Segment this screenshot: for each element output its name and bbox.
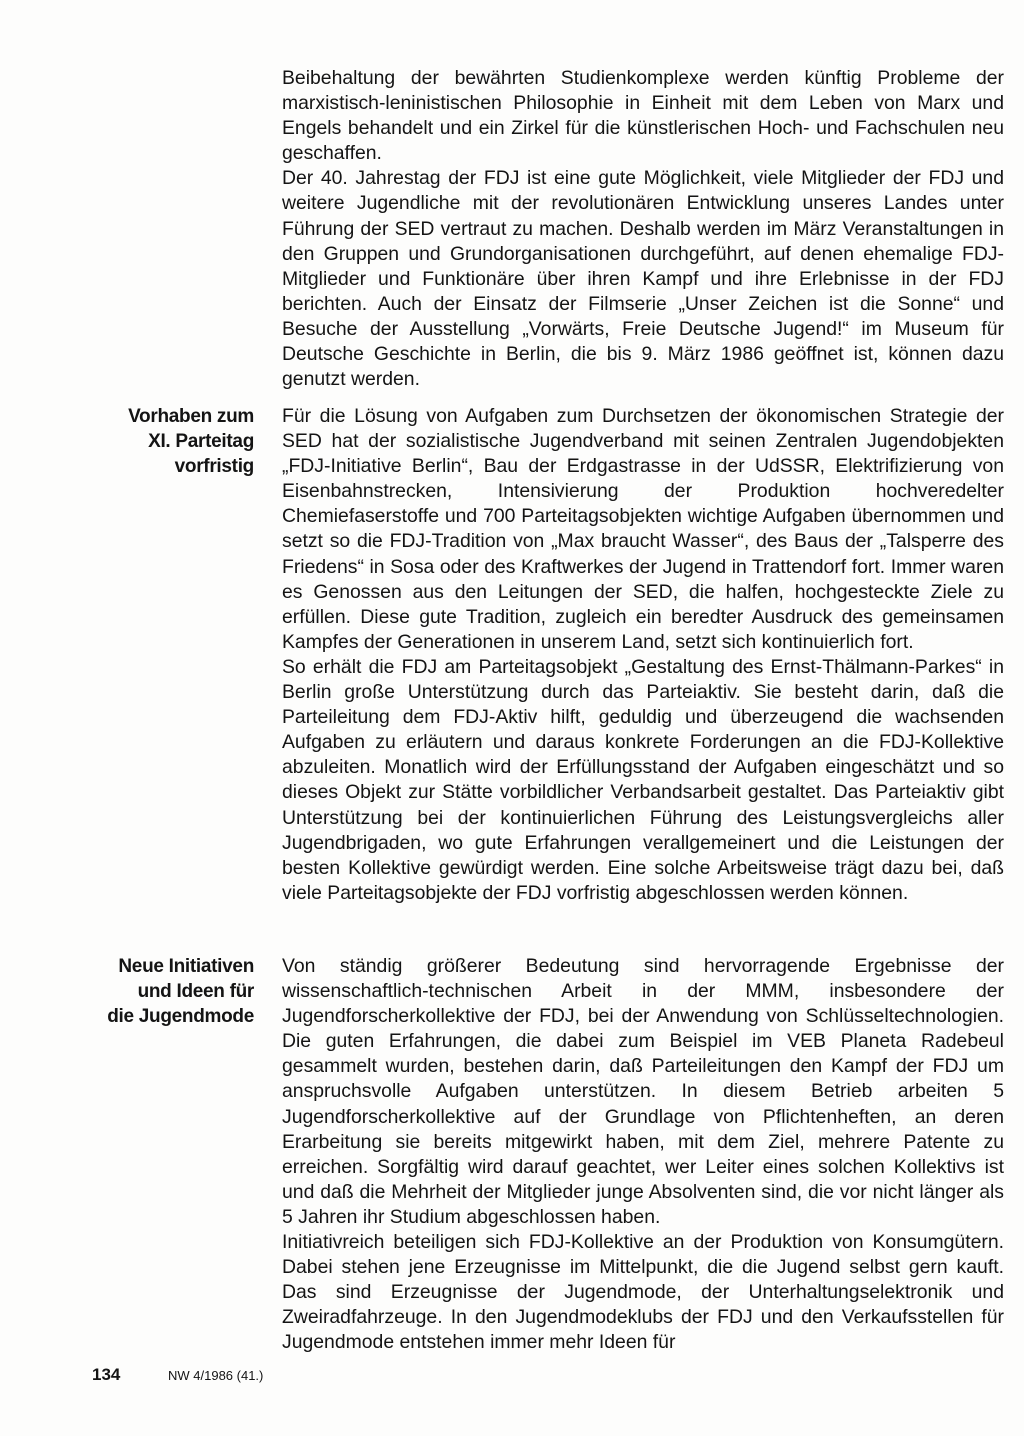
page-number: 134 [92, 1365, 121, 1384]
paragraph-jahrestag-fdj: Der 40. Jahrestag der FDJ ist eine gute Möglichkeit, viele Mitglieder der FDJ und weitere Jugendliche mit der revolutionären Entwicklung unseres Landes unter Führung der SED vertraut zu machen. Deshalb werden im März Veranstaltungen in den Gruppen und Grundorganisationen durchgeführt, auf denen ehemalige FDJ-Mitglieder und Funktionäre über ihren Kampf und ihre Erlebnisse in der FDJ berichten. Auch der Einsatz der Filmserie „Unser Zeichen ist die Sonne“ und Besuche der Ausstellung „Vorwärts, Freie Deutsche Jugend!“ im Museum für Deutsche Geschichte in Berlin, die bis 9. März 1986 geöffnet ist, können dazu genutzt werden. [282, 167, 1004, 391]
text-block-intro [282, 66, 1004, 392]
paragraph-thaelmann-park: So erhält die FDJ am Parteitagsobjekt „Gestaltung des Ernst-Thälmann-Parkes“ in Berlin große Unterstützung durch das Parteiaktiv. Sie besteht darin, daß die Parteileitung dem FDJ-Aktiv hilft, geduldig und überzeugend die wachsenden Aufgaben zu erläutern und daraus konkrete Forderungen an die FDJ-Kollektive abzuleiten. Monatlich wird der Erfüllungsstand der Aufgaben eingeschätzt und so dieses Objekt zur Stätte vorbildlicher Verbandsarbeit gestaltet. Das Parteiaktiv gibt Unterstützung bei der kontinuierlichen Führung des Leistungsvergleichs aller Jugendbrigaden, wo gute Erfahrungen verallgemeinert und die Leistungen der besten Kollektive gewürdigt werden. Eine solche Arbeitsweise trägt dazu bei, daß viele Parteitagsobjekte der FDJ vorfristig abgeschlossen werden können. [282, 655, 1004, 904]
margin-heading-line: XI. Parteitag [148, 431, 254, 452]
margin-heading-line: die Jugendmode [107, 1006, 254, 1027]
margin-heading-line: und Ideen für [137, 981, 254, 1002]
paragraph-konsumgueter: Initiativreich beteiligen sich FDJ-Kollektive an der Produktion von Konsumgütern. Dabei stehen jene Erzeugnisse im Mittelpunkt, die die Jugend selbst gern kauft. Das sind Erzeugnisse der Jugendmode, der Unterhaltungselektronik und Zweiradfahrzeuge. In den Jugendmodeklubs der FDJ und den Verkaufsstellen für Jugendmode entstehen immer mehr Ideen für [282, 1231, 1004, 1354]
text-block-jugendmode [282, 954, 1004, 1356]
margin-heading-jugendmode [107, 954, 254, 1029]
margin-heading-line: Neue Initiativen [118, 956, 254, 977]
paragraph-studienkomplexe: Beibehaltung der bewährten Studienkomplexe werden künftig Probleme der marxistisch-leninistischen Philosophie in Einheit mit dem Leben von Marx und Engels behandelt und ein Zirkel für die künstlerischen Hoch- und Fachschulen neu geschaffen. [282, 67, 1004, 165]
text-block-parteitag [282, 404, 1004, 906]
margin-heading-line: Vorhaben zum [128, 406, 254, 427]
margin-heading-line: vorfristig [174, 456, 254, 477]
paragraph-mmm: Von ständig größerer Bedeutung sind hervorragende Ergebnisse der wissenschaftlich-technischen Arbeit in der MMM, insbesondere der Jugendforscherkollektive der FDJ, bei der Anwendung von Schlüsseltechnologien. Die guten Erfahrungen, die dabei zum Beispiel im VEB Planeta Radebeul gesammelt wurden, bestehen darin, daß Parteileitungen den Kampf der FDJ um anspruchsvolle Aufgaben unterstützen. In diesem Betrieb arbeiten 5 Jugendforscherkollektive auf der Grundlage von Pflichtenheften, an deren Erarbeitung sie bereits mitgewirkt haben, mit dem Ziel, mehrere Patente zu erreichen. Sorgfältig wird darauf geachtet, wer Leiter eines solchen Kollektivs ist und daß die Mehrheit der Mitglieder junge Absolventen sind, die vor nicht länger als 5 Jahren ihr Studium abgeschlossen haben. [282, 955, 1004, 1228]
source-reference: NW 4/1986 (41.) [168, 1368, 264, 1383]
margin-heading-parteitag [128, 404, 254, 479]
paragraph-jugendobjekte: Für die Lösung von Aufgaben zum Durchsetzen der ökonomischen Strategie der SED hat der sozialistische Jugendverband mit seinen Zentralen Jugendobjekten „FDJ-Initiative Berlin“, Bau der Erdgastrasse in der UdSSR, Elektrifizierung von Eisenbahnstrecken, Intensivierung der Produktion hochveredelter Chemiefaserstoffe und 700 Parteitagsobjekten wichtige Aufgaben übernommen und setzt so die FDJ-Tradition von „Max braucht Wasser“, des Baus der „Talsperre des Friedens“ in Sosa oder des Kraftwerkes der Jugend in Trattendorf fort. Immer waren es Genossen aus den Leitungen der SED, die halfen, hochgesteckte Ziele zu erfüllen. Diese gute Tradition, zugleich ein beredter Ausdruck des gemeinsamen Kampfes der Generationen in unserem Land, setzt sich kontinuierlich fort. [282, 405, 1004, 653]
